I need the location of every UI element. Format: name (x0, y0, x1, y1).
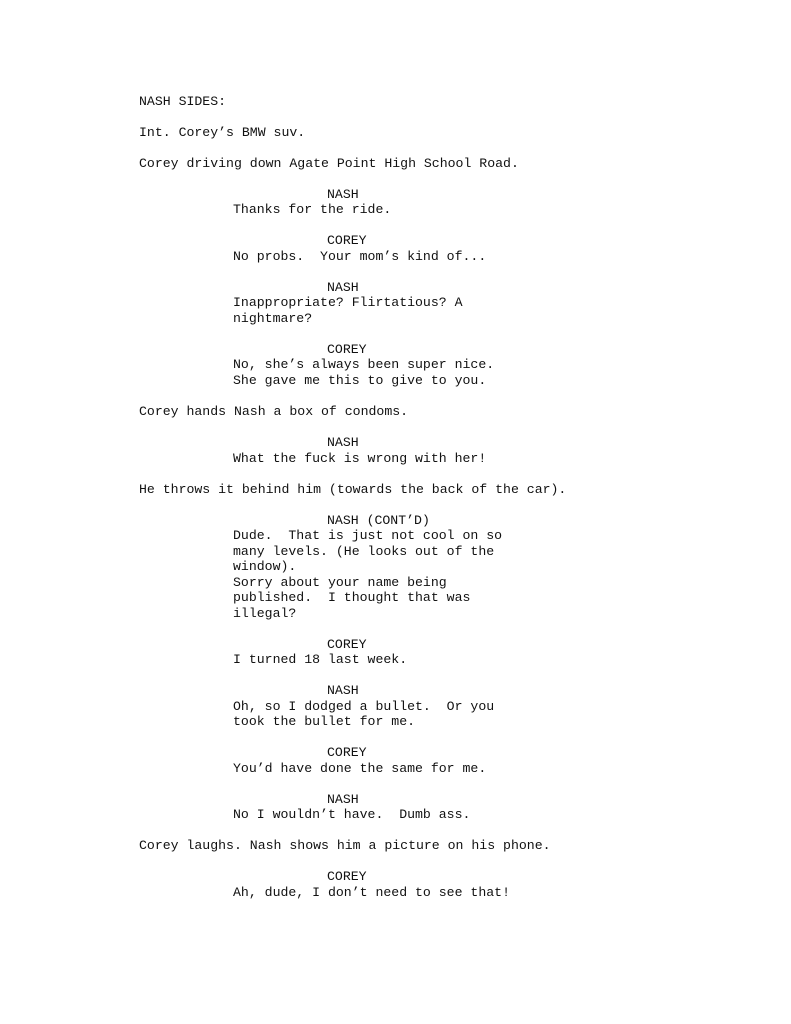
character-name: COREY (327, 342, 367, 357)
character-name: COREY (327, 745, 367, 760)
character-name: NASH (327, 792, 359, 807)
page-title: NASH SIDES: (139, 94, 227, 109)
dialogue-line: Sorry about your name being (233, 575, 447, 590)
dialogue-line: No I wouldn’t have. Dumb ass. (233, 807, 471, 822)
dialogue-line: took the bullet for me. (233, 714, 416, 729)
dialogue-line: Thanks for the ride. (233, 202, 392, 217)
dialogue-line: She gave me this to give to you. (233, 373, 487, 388)
scene-heading: Int. Corey’s BMW suv. (139, 125, 306, 140)
character-name: NASH (327, 435, 359, 450)
character-name: COREY (327, 637, 367, 652)
action-line: Corey hands Nash a box of condoms. (139, 404, 409, 419)
dialogue-line: illegal? (233, 606, 297, 621)
dialogue-line: nightmare? (233, 311, 313, 326)
character-name: NASH (327, 280, 359, 295)
dialogue-line: You’d have done the same for me. (233, 761, 487, 776)
character-name: COREY (327, 869, 367, 884)
character-name: NASH (CONT’D) (327, 513, 430, 528)
dialogue-line: No, she’s always been super nice. (233, 357, 495, 372)
dialogue-line: What the fuck is wrong with her! (233, 451, 487, 466)
action-line: Corey laughs. Nash shows him a picture on his phone. (139, 838, 551, 853)
dialogue-line: Oh, so I dodged a bullet. Or you (233, 699, 495, 714)
dialogue-line: published. I thought that was (233, 590, 471, 605)
dialogue-line: many levels. (He looks out of the (233, 544, 495, 559)
dialogue-line: Ah, dude, I don’t need to see that! (233, 885, 510, 900)
dialogue-line: No probs. Your mom’s kind of... (233, 249, 487, 264)
dialogue-line: I turned 18 last week. (233, 652, 408, 667)
character-name: NASH (327, 187, 359, 202)
character-name: COREY (327, 233, 367, 248)
character-name: NASH (327, 683, 359, 698)
dialogue-line: Dude. That is just not cool on so (233, 528, 503, 543)
action-line: He throws it behind him (towards the back of the car). (139, 482, 567, 497)
action-line: Corey driving down Agate Point High School Road. (139, 156, 519, 171)
dialogue-line: Inappropriate? Flirtatious? A (233, 295, 463, 310)
dialogue-line: window). (233, 559, 297, 574)
